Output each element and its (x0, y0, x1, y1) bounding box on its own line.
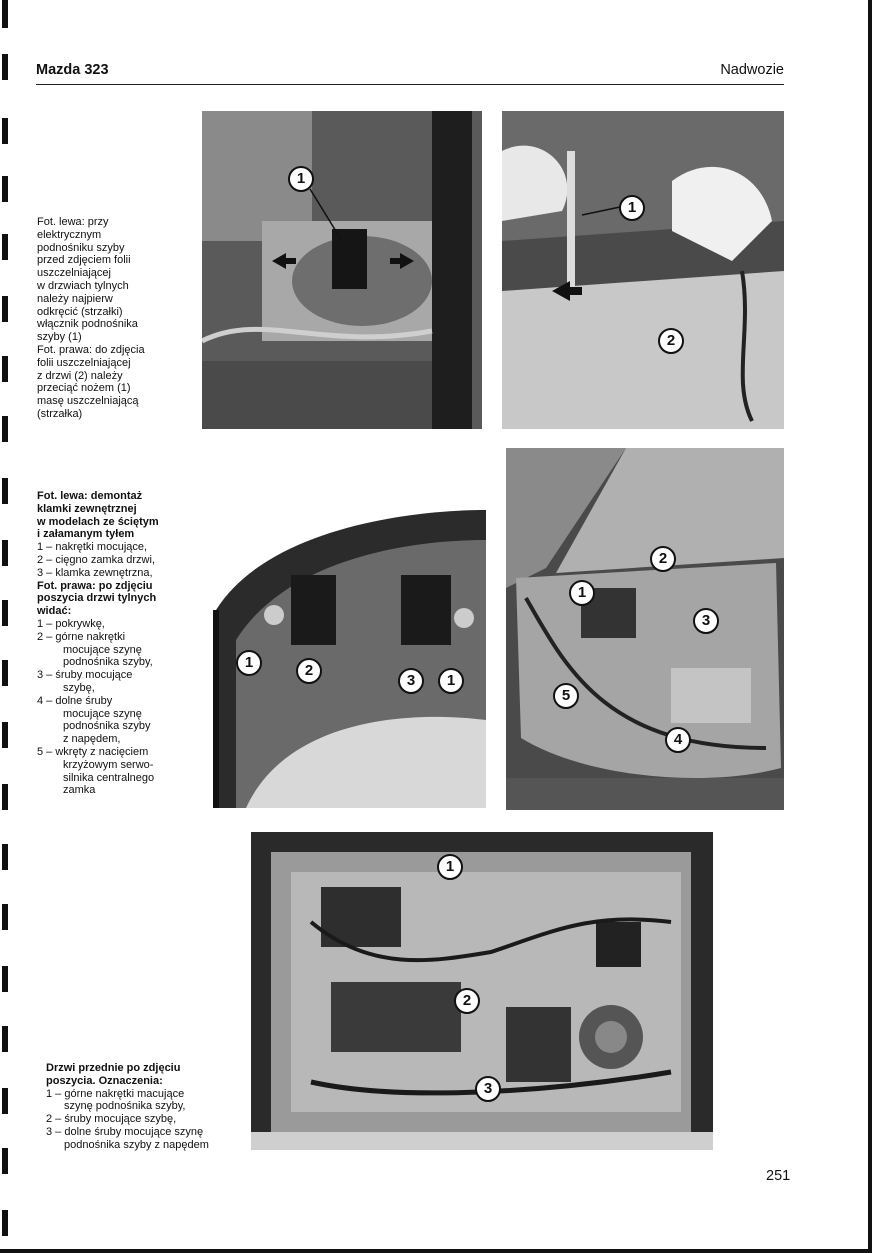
marker-1: 1 (569, 580, 595, 606)
page-number: 251 (766, 1168, 791, 1184)
marker-3: 3 (475, 1076, 501, 1102)
marker-2: 2 (650, 546, 676, 572)
marker-1: 1 (619, 195, 645, 221)
marker-3: 3 (398, 668, 424, 694)
caption-middle: Fot. lewa: demontaż klamki zewnętrznej w modelach ze ściętym i załamanym tyłem 1 – nakrętki mocujące, 2 – cięgno zamka drzwi, 3 – klamka zewnętrzna, Fot. prawa: po zdjęciu poszycia drzwi tylnych widać: 1 – pokrywkę, 2 – górne nakrętki mocujące szynę podnośnika szyby, 3 – śruby mocujące szybę, 4 – dolne śruby mocujące szynę podnośnika szyby z napędem, 5 – wkręty z nacięciem krzyżowym serwo- silnika centralnego zamka (37, 490, 159, 797)
binding-marks (0, 0, 10, 1253)
marker-2: 2 (296, 658, 322, 684)
marker-5: 5 (553, 683, 579, 709)
header-rule (36, 84, 784, 85)
photo-door-foil (502, 111, 784, 429)
marker-2: 2 (658, 328, 684, 354)
page-edge-bottom (0, 1249, 872, 1253)
marker-1: 1 (438, 668, 464, 694)
header-section: Nadwozie (720, 62, 784, 78)
caption-top: Fot. lewa: przy elektrycznym podnośniku szyby przed zdjęciem folii uszczelniającej w drzwiach tylnych należy najpierw odkręcić (strzałki) włącznik podnośnika szyby (1) Fot. prawa: do zdjęcia folii uszczelniającej z drzwi (2) należy przeciąć nożem (1) masę uszczelniającą (strzałka) (37, 216, 145, 420)
photo-front-door-inner (251, 832, 713, 1150)
marker-3: 3 (693, 608, 719, 634)
header-title: Mazda 323 (36, 62, 109, 78)
marker-1: 1 (288, 166, 314, 192)
photo-rear-door-inner (506, 448, 784, 810)
page-edge-right (868, 0, 872, 1253)
marker-1: 1 (437, 854, 463, 880)
photo-window-switch (202, 111, 482, 429)
marker-1: 1 (236, 650, 262, 676)
marker-2: 2 (454, 988, 480, 1014)
marker-4: 4 (665, 727, 691, 753)
caption-bottom: Drzwi przednie po zdjęciu poszycia. Oznaczenia: 1 – górne nakrętki macujące szynę podnośnika szyby, 2 – śruby mocujące szybę, 3 – dolne śruby mocujące szynę podnośnika szyby z napędem (46, 1062, 209, 1151)
photo-door-handle (206, 490, 486, 808)
